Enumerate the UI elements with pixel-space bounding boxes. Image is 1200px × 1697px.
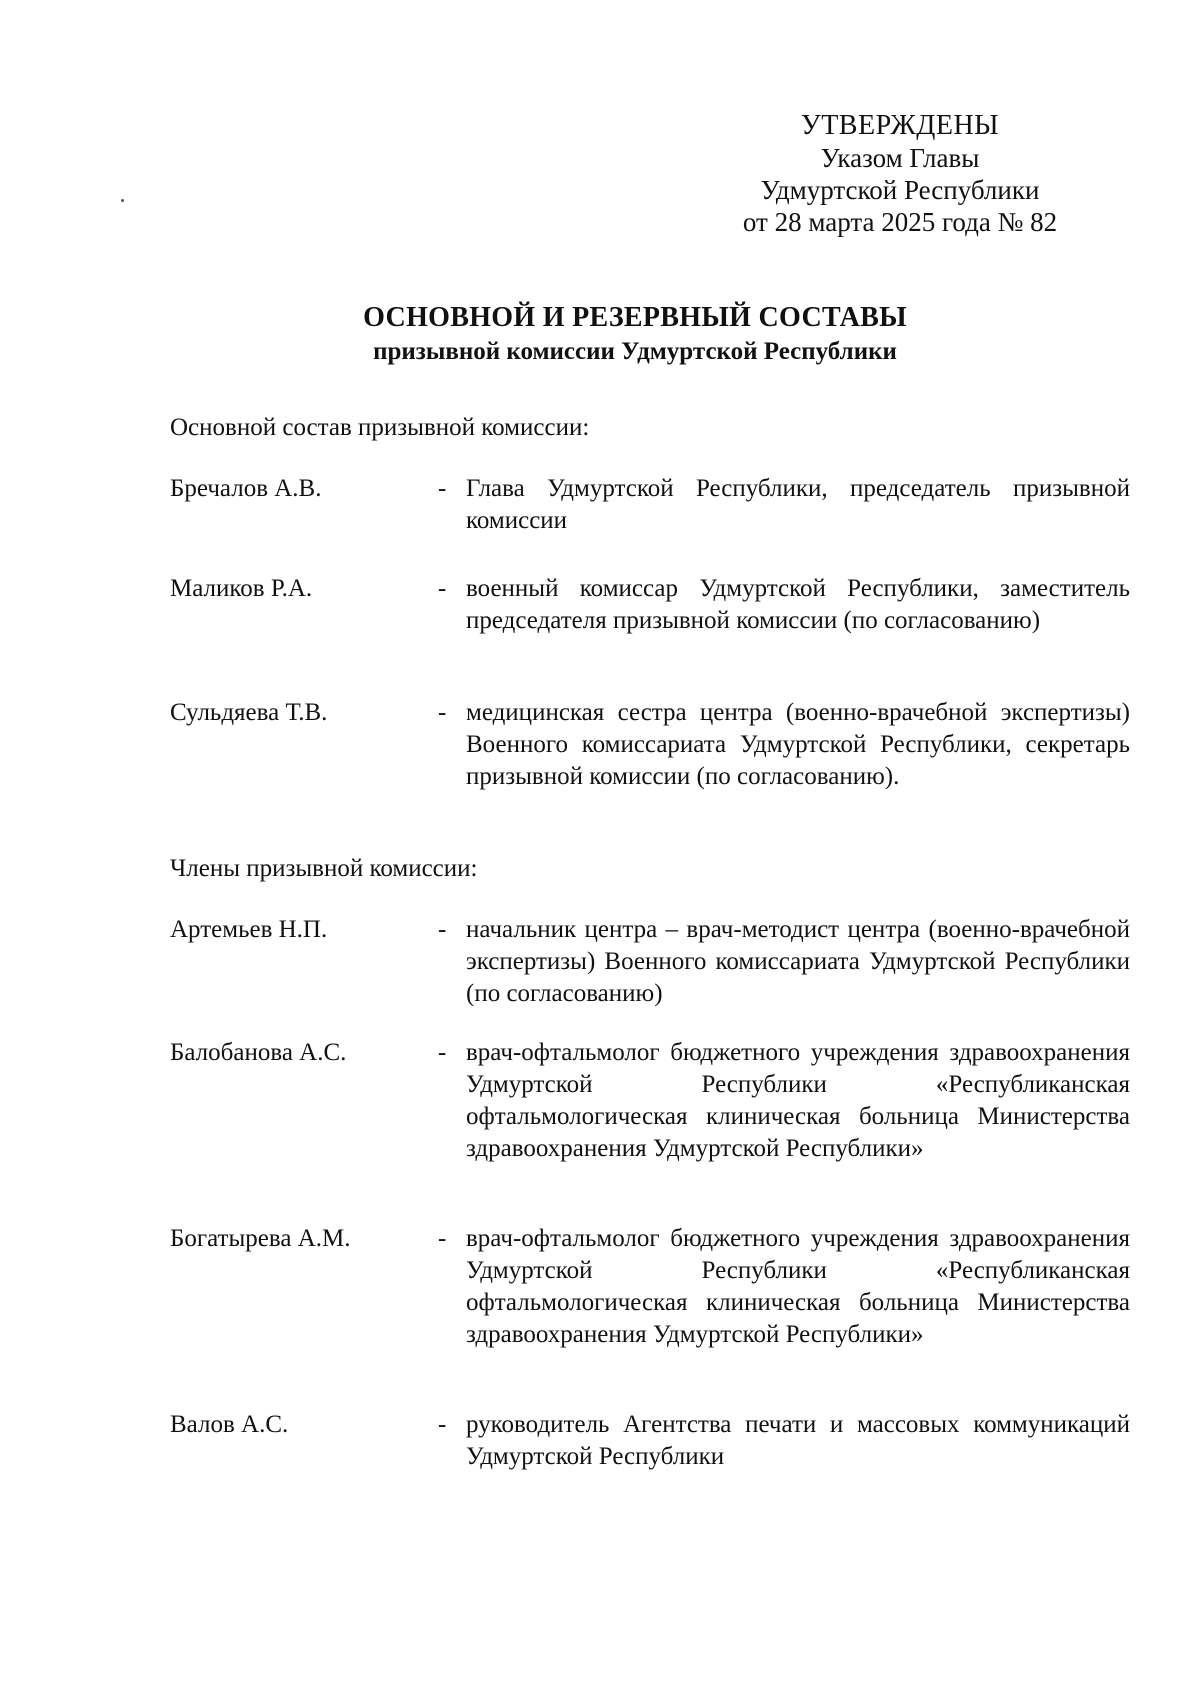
member-name: Бречалов А.В.: [170, 475, 322, 502]
member-name: Сульдяева Т.В.: [170, 699, 328, 726]
member-description: медицинская сестра центра (военно-врачебной экспертизы) Военного комиссариата Удмуртской Республики, секретарь призывной комиссии (по согласованию).: [466, 699, 1130, 790]
approval-date: от 28 марта 2025 года № 82: [742, 207, 1058, 237]
member-dash: -: [438, 575, 447, 602]
member-description: военный комиссар Удмуртской Республики, заместитель председателя призывной комиссии (по согласованию): [466, 575, 1130, 634]
member-description: врач-офтальмолог бюджетного учреждения здравоохранения Удмуртской Республики «Республиканская офтальмологическая клиническая больница Министерства здравоохранения Удмуртской Республики»: [466, 1225, 1130, 1348]
member-dash: -: [438, 1039, 447, 1066]
approval-authority: Удмуртской Республики: [760, 175, 1040, 205]
approval-stamp: [700, 110, 1100, 238]
scan-speck: [121, 199, 124, 202]
member-dash: -: [438, 916, 447, 943]
member-name: Валов А.С.: [170, 1411, 289, 1438]
member-name: Артемьев Н.П.: [170, 916, 328, 943]
title-line-2: призывной комиссии Удмуртской Республики: [373, 338, 897, 365]
member-description: начальник центра – врач-методист центра (военно-врачебной экспертизы) Военного комиссариата Удмуртской Республики (по согласованию): [466, 916, 1130, 1007]
title-line-1: ОСНОВНОЙ И РЕЗЕРВНЫЙ СОСТАВЫ: [363, 302, 907, 333]
member-name: Богатырева А.М.: [170, 1225, 351, 1252]
main-section-label: Основной состав призывной комиссии:: [170, 414, 590, 441]
member-name: Маликов Р.А.: [170, 575, 313, 602]
document-title: [150, 300, 1120, 368]
members-section-label: Члены призывной комиссии:: [170, 855, 478, 882]
member-description: руководитель Агентства печати и массовых коммуникаций Удмуртской Республики: [466, 1411, 1130, 1470]
member-description: врач-офтальмолог бюджетного учреждения здравоохранения Удмуртской Республики «Республиканская офтальмологическая клиническая больница Министерства здравоохранения Удмуртской Республики»: [466, 1039, 1130, 1162]
member-dash: -: [438, 699, 447, 726]
approval-heading: УТВЕРЖДЕНЫ: [800, 110, 1000, 141]
approval-decree: Указом Главы: [820, 143, 980, 173]
member-description: Глава Удмуртской Республики, председатель призывной комиссии: [466, 475, 1130, 534]
member-name: Балобанова А.С.: [170, 1039, 347, 1066]
member-dash: -: [438, 475, 447, 502]
member-dash: -: [438, 1411, 447, 1438]
member-dash: -: [438, 1225, 447, 1252]
